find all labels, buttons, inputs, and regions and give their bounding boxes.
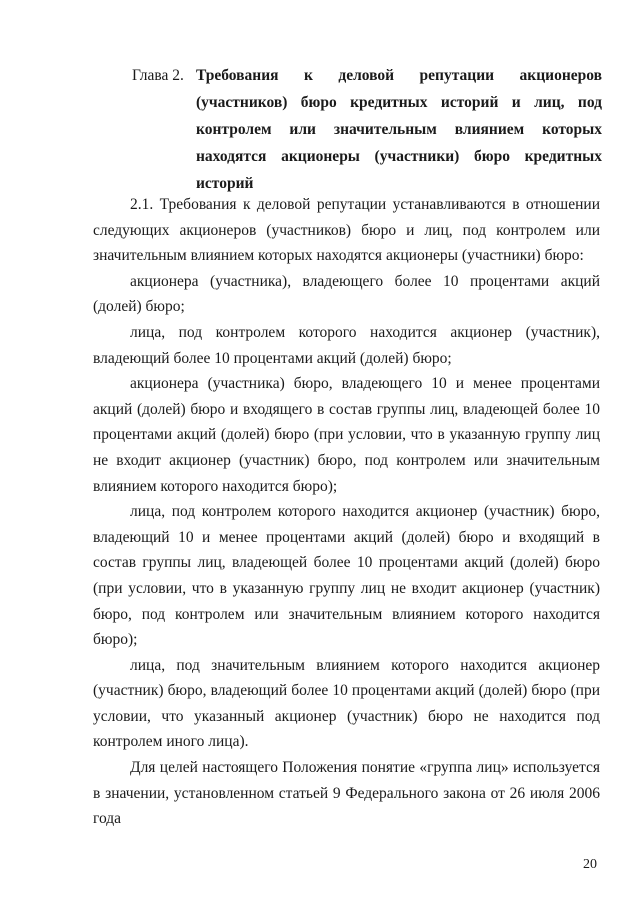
- paragraph-list-item: лица, под контролем которого находится акционер (участник), владеющий более 10 процентами акций (долей) бюро;: [93, 323, 600, 367]
- body-text: [93, 192, 600, 832]
- paragraph-list-item: акционера (участника) бюро, владеющего 10 и менее процентами акций (долей) бюро и входящего в состав группы лиц, владеющей более 10 процентами акций (долей) бюро (при условии, что в указанную группу лиц не входит акционер (участник) бюро, под контролем или значительным влиянием которого находится бюро);: [93, 375, 600, 495]
- paragraph-list-item: лица, под значительным влиянием которого находится акционер (участник) бюро, владеющий более 10 процентами акций (долей) бюро (при условии, что указанный акционер (участник) бюро не находится под контролем иного лица).: [93, 656, 600, 751]
- paragraph-section-2-1: 2.1. Требования к деловой репутации устанавливаются в отношении следующих акционеров (участников) бюро и лиц, под контролем или значительным влиянием которых находятся акционеры (участники) бюро:: [93, 196, 600, 265]
- chapter-heading: [132, 62, 602, 197]
- chapter-title: Требования к деловой репутации акционеров (участников) бюро кредитных историй и лиц, под контролем или значительным влиянием которых находятся акционеры (участники) бюро кредитных историй: [196, 67, 602, 192]
- paragraph-list-item: акционера (участника), владеющего более 10 процентами акций (долей) бюро;: [93, 272, 600, 316]
- paragraph-list-item: лица, под контролем которого находится акционер (участник) бюро, владеющий 10 и менее процентами акций (долей) бюро и входящий в состав группы лиц, владеющей более 10 процентами акций (долей) бюро (при условии, что в указанную группу лиц не входит акционер (участник) бюро, под контролем или значительным влиянием которого находится бюро);: [93, 503, 600, 649]
- chapter-number: Глава 2.: [132, 67, 184, 84]
- page-number: 20: [583, 857, 597, 872]
- paragraph-group-definition: Для целей настоящего Положения понятие «группа лиц» используется в значении, установленном статьей 9 Федерального закона от 26 июля 2006 года: [93, 759, 600, 828]
